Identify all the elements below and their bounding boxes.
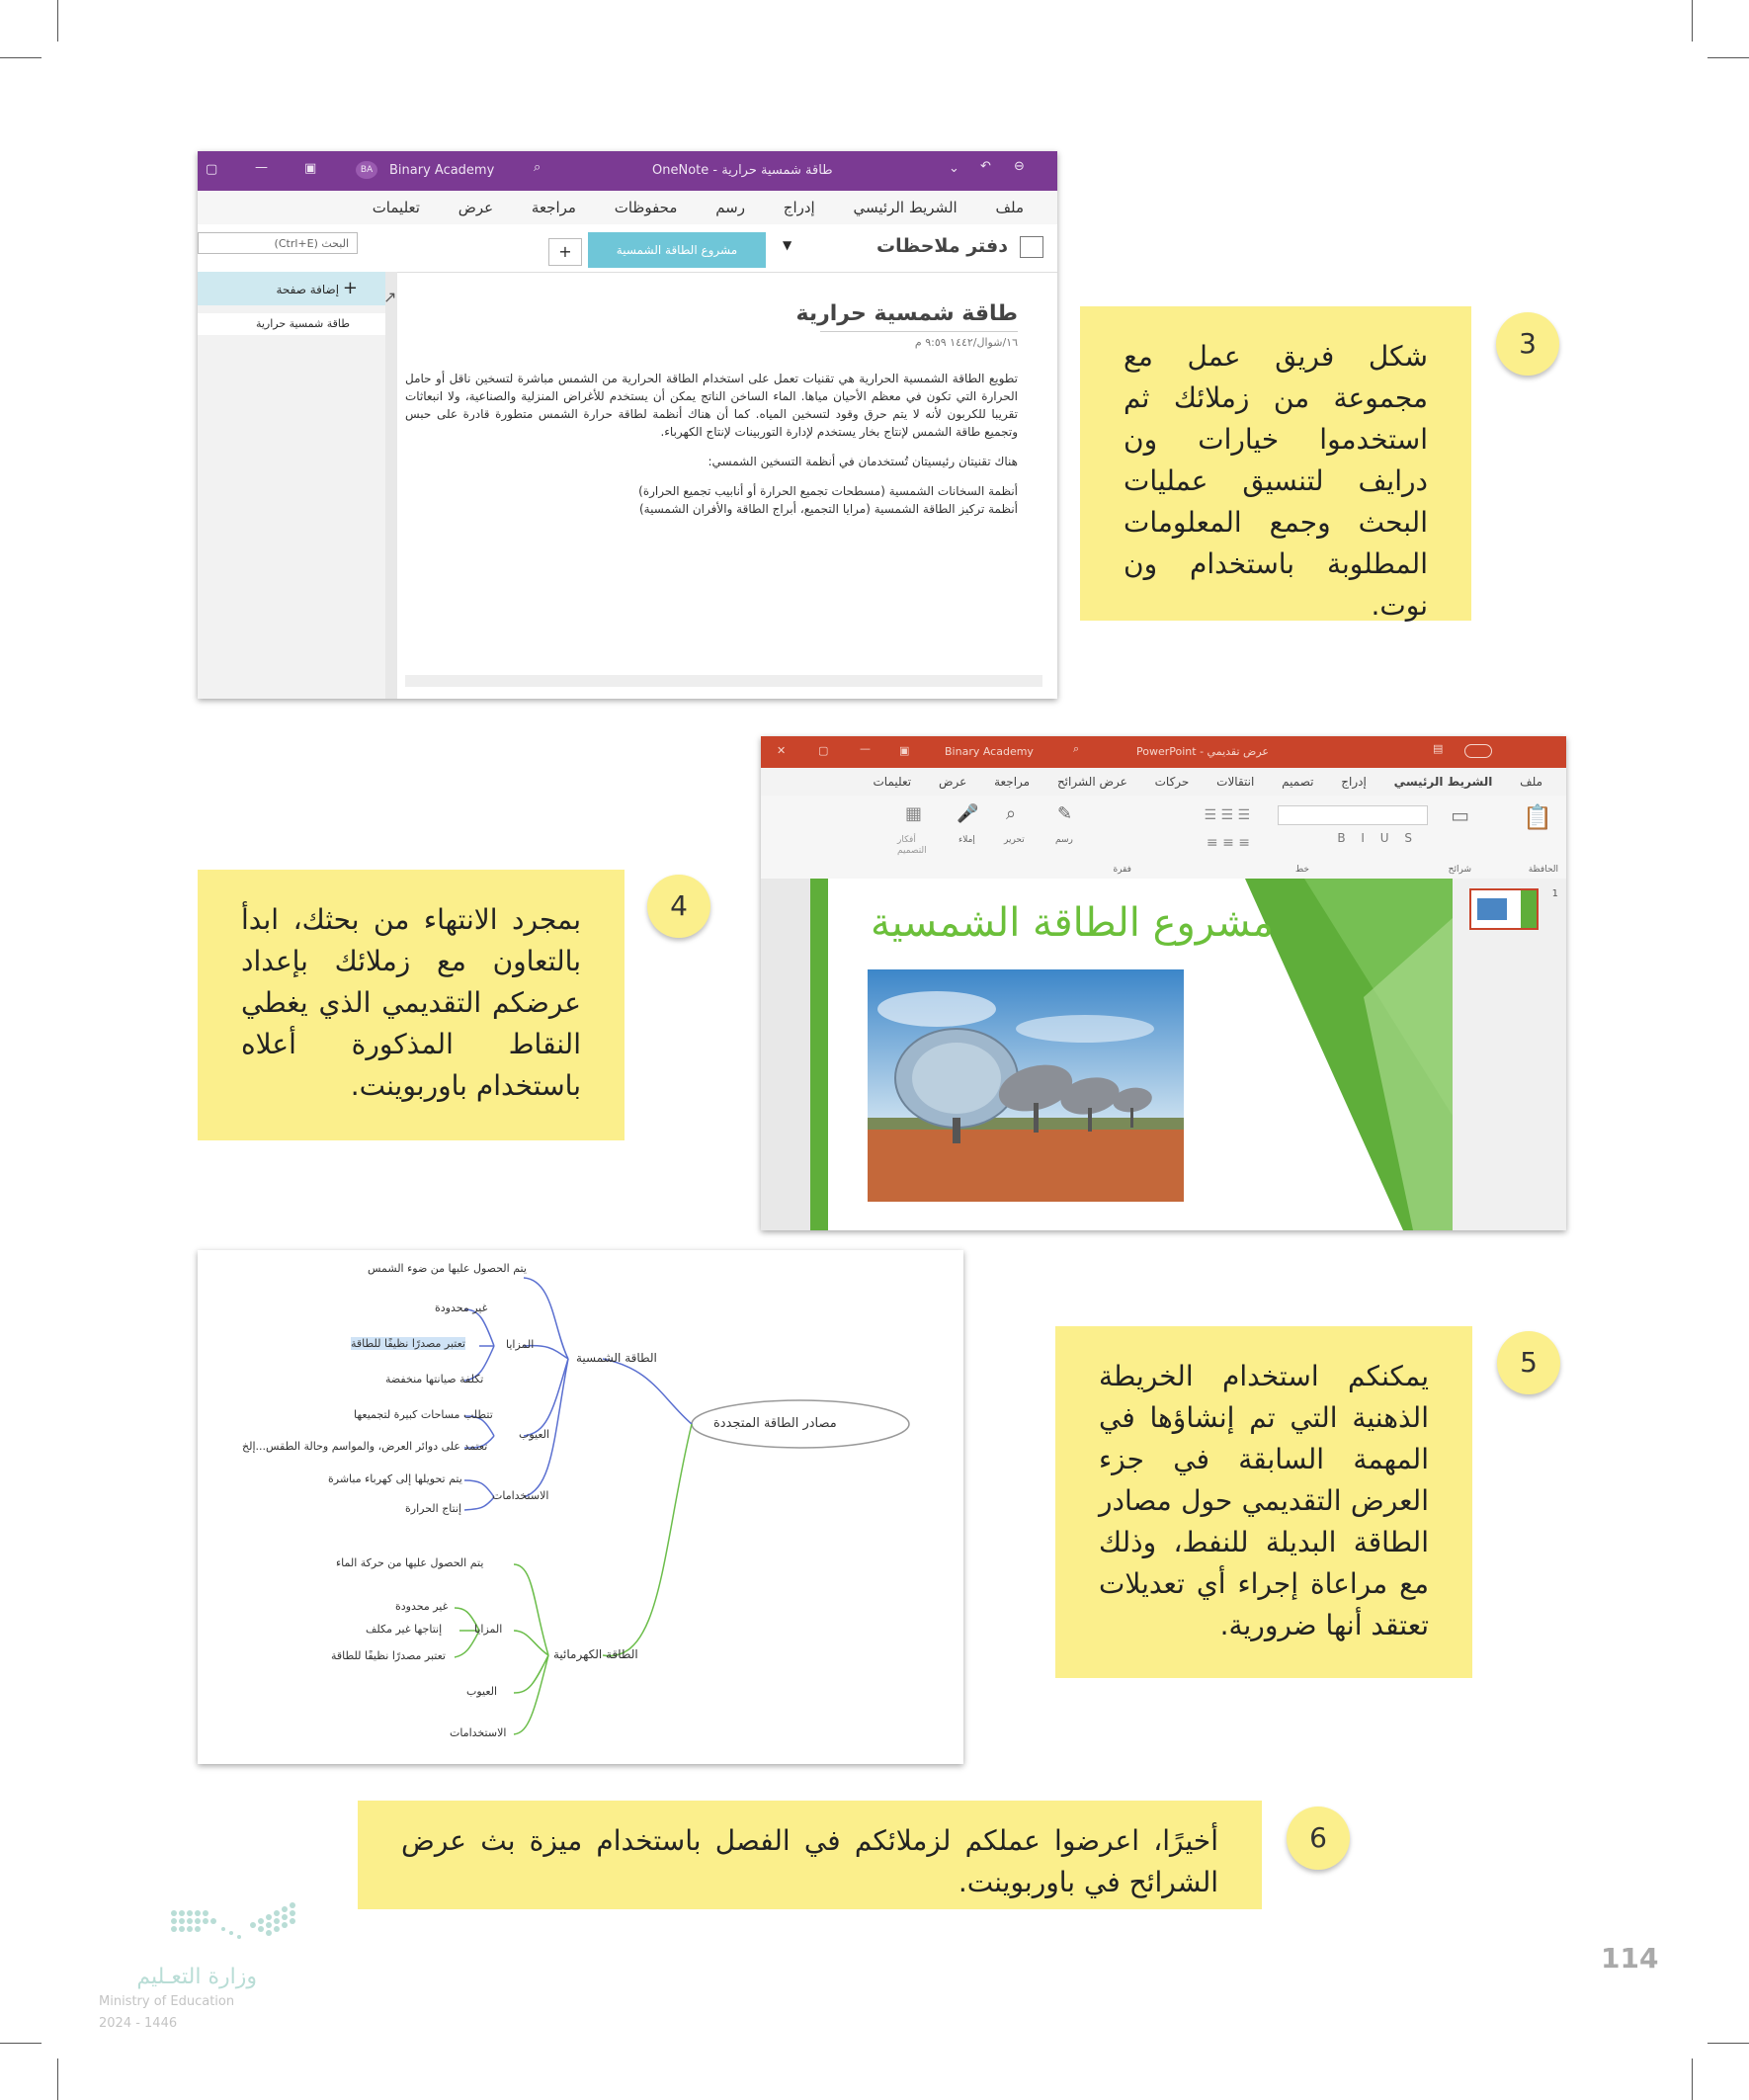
menu-item[interactable]: عرض الشرائح — [1056, 775, 1127, 789]
mindmap-node: إنتاج الحرارة — [405, 1502, 462, 1515]
ministry-arabic: وزارة التعـليم — [136, 1965, 257, 1989]
font-select[interactable] — [1278, 805, 1428, 825]
mindmap-node: تعتبر مصدرًا نظيفًا للطاقة — [331, 1649, 446, 1662]
align-icon[interactable]: ≡ ≡ ≡ — [1206, 835, 1250, 851]
crop-mark — [1707, 2043, 1749, 2044]
paragraph: تطويع الطاقة الشمسية الحرارية هي تقنيات تعمل على استخدام الطاقة الحرارية من الشمس مباشرة لتسخين ناقل أو حامل الحرارة التي تكون في معظم الأحيان مياها. الماء الساخن الناتج يمكن أن يستخدم للأغراض المنزلية والصناعية، ولا انبعاثات تقريبا للكربون لأنه لا يتم حرق وقود لتسخين المياه. كما أن هناك أنظمة لطاقة حرارة الشمس متطورة قادرة على حبس وتجميع طاقة الشمس لإنتاج بخار يستخدم لإدارة التوربينات لإنتاج الكهرباء. — [405, 372, 1018, 439]
mindmap-branch: الطاقة الكهرمائية — [553, 1647, 638, 1661]
menu-item[interactable]: حركات — [1154, 775, 1190, 789]
menu-item[interactable]: مراجعة — [531, 199, 576, 216]
page-content — [405, 299, 1018, 518]
find-icon[interactable]: ⌕ — [1006, 803, 1017, 824]
mindmap-node: يتم الحصول عليها من حركة الماء — [336, 1556, 484, 1569]
ribbon-group-label: رسم — [1055, 835, 1073, 845]
page-date: ١٦/شوال/١٤٤٢ ٩:٥٩ م — [820, 331, 1018, 352]
window-minimize-icon[interactable]: — — [255, 160, 268, 175]
page-number: 114 — [1601, 1942, 1659, 1974]
mindmap-node: يتم تحويلها إلى كهرباء مباشرة — [328, 1472, 462, 1485]
crop-mark — [0, 57, 42, 58]
mindmap-node: المزايا — [474, 1623, 503, 1636]
ribbon-group-label: فقرة — [1113, 865, 1131, 875]
solar-dish-photo — [868, 969, 1184, 1202]
search-icon[interactable]: ⌕ — [1073, 742, 1080, 755]
ribbon-group-label: إملاء — [958, 835, 975, 845]
mindmap-node: العيوب — [466, 1685, 498, 1698]
new-slide-icon[interactable]: ▭ — [1451, 803, 1469, 827]
pin-icon[interactable]: ⌄ — [949, 161, 959, 176]
undo-icon[interactable]: ↶ — [980, 159, 991, 174]
search-input[interactable]: البحث (Ctrl+E) — [198, 232, 358, 254]
slide-thumbnail[interactable] — [1469, 888, 1539, 930]
close-icon[interactable]: ✕ — [777, 744, 787, 757]
list-icon[interactable]: ☰ ☰ ☰ — [1204, 807, 1250, 823]
tab-section[interactable]: مشروع الطاقة الشمسية — [588, 232, 766, 268]
mindmap-node: العيوب — [519, 1428, 550, 1441]
paste-icon[interactable]: 📋 — [1523, 803, 1552, 831]
slide-canvas — [810, 879, 1453, 1230]
notebook-bar — [198, 224, 1057, 273]
mindmap-screenshot — [198, 1250, 963, 1764]
bullet-item: أنظمة السخانات الشمسية (مسطحات تجميع الحرارة أو أنابيب تجميع الحرارة) — [638, 484, 1018, 498]
mindmap-node: إنتاجها غير مكلف — [366, 1623, 443, 1636]
add-page-label: إضافة صفحة — [276, 283, 340, 296]
window-minimize-icon[interactable]: — — [860, 742, 871, 755]
mindmap-lines — [198, 1250, 963, 1764]
ribbon-group-label: أفكار التصميم — [897, 835, 927, 856]
menu-item[interactable]: عرض — [938, 775, 967, 789]
notebook-name[interactable]: دفتر ملاحظات — [876, 235, 1008, 257]
step-5-note: يمكنكم استخدام الخريطة الذهنية التي تم إنشاؤها في المهمة السابقة في جزء العرض التقديمي حول مصادر الطاقة البديلة للنفط، وذلك مع مراعاة إجراء أي تعديلات تعتقد أنها ضرورية. — [1055, 1326, 1472, 1678]
ribbon-group-label: تحرير — [1004, 835, 1025, 845]
powerpoint-menu-bar — [761, 768, 1566, 796]
step-3-note: شكل فريق عمل مع مجموعة من زملائك ثم استخدموا خيارات ون درايف لتنسيق عمليات البحث وجمع المعلومات المطلوبة باستخدام ون نوت. — [1080, 306, 1471, 621]
slide-thumbnails — [1453, 879, 1566, 1230]
design-ideas-icon[interactable]: ▦ — [905, 803, 923, 824]
autosave-toggle[interactable] — [1464, 744, 1492, 758]
add-page-button[interactable] — [198, 272, 385, 305]
back-icon[interactable]: ⊖ — [1014, 159, 1025, 174]
onenote-menu-bar — [198, 191, 1057, 224]
window-restore-icon[interactable]: ▢ — [818, 744, 829, 757]
window-sidebar-icon[interactable]: ▣ — [304, 161, 317, 176]
ribbon — [761, 796, 1566, 880]
avatar[interactable]: BA — [356, 161, 377, 179]
slide-number: 1 — [1551, 888, 1558, 899]
step-6-number: 6 — [1287, 1806, 1350, 1870]
plus-icon: + — [342, 278, 358, 298]
user-name: Binary Academy — [389, 163, 495, 178]
menu-item[interactable]: تعليمات — [873, 775, 912, 789]
add-section-button[interactable]: + — [548, 238, 582, 266]
menu-item[interactable]: محفوظات — [614, 199, 678, 216]
step-4-number: 4 — [647, 875, 710, 938]
mindmap-root: مصادر الطاقة المتجددة — [713, 1416, 837, 1431]
menu-item[interactable]: تصميم — [1282, 775, 1314, 789]
mindmap-node: غير محدودة — [395, 1600, 449, 1613]
font-format-icons[interactable]: B I U S — [1337, 831, 1418, 845]
menu-item[interactable]: تعليمات — [372, 199, 420, 216]
page-title: طاقة شمسية حرارية — [795, 301, 1018, 326]
window-sidebar-icon[interactable]: ▣ — [899, 744, 910, 757]
page-list — [198, 272, 385, 699]
ribbon-group-label: الحافظة — [1528, 865, 1558, 875]
bullet-item: أنظمة تركيز الطاقة الشمسية (مرايا التجميع، أبراج الطاقة والأفران الشمسية) — [638, 502, 1018, 516]
crop-mark — [57, 2058, 58, 2100]
window-restore-icon[interactable]: ▢ — [206, 162, 218, 177]
step-5-number: 5 — [1497, 1331, 1560, 1394]
crop-mark — [57, 0, 58, 42]
menu-item[interactable]: انتقالات — [1216, 775, 1255, 789]
mindmap-node: تكلفة صيانتها منخفضة — [385, 1373, 484, 1386]
ministry-english: Ministry of Education — [99, 1994, 235, 2009]
ministry-year: 2024 - 1446 — [99, 2016, 178, 2031]
onenote-title-bar — [198, 151, 1057, 191]
step-4-note: بمجرد الانتهاء من بحثك، ابدأ بالتعاون مع زملائك بإعداد عرضكم التقديمي الذي يغطي النقاط المذكورة أعلاه باستخدام باوربوينت. — [198, 870, 625, 1140]
mindmap-node: المزايا — [506, 1338, 535, 1351]
ministry-dots-icon — [168, 1897, 395, 1957]
expand-icon[interactable]: ↗ — [383, 288, 397, 306]
save-icon[interactable]: ▤ — [1433, 742, 1444, 755]
ribbon-group-label: خط — [1294, 865, 1309, 875]
step-6-note: أخيرًا، اعرضوا عملكم لزملائكم في الفصل باستخدام ميزة بث عرض الشرائح في باوربوينت. — [358, 1801, 1262, 1909]
scrollbar[interactable] — [385, 272, 397, 699]
crop-mark — [1692, 0, 1693, 42]
ribbon-group-label: شرائح — [1448, 865, 1471, 875]
user-name: Binary Academy — [945, 745, 1034, 758]
mindmap-node: غير محدودة — [435, 1302, 488, 1314]
mindmap-node: يتم الحصول عليها من ضوء الشمس — [368, 1262, 527, 1275]
mindmap-node: تعتمد على دوائر العرض، والمواسم وحالة الطقس...إلخ — [242, 1440, 488, 1453]
ministry-logo — [99, 1897, 326, 2036]
mindmap-node: الاستخدامات — [450, 1726, 507, 1739]
powerpoint-title-bar — [761, 736, 1566, 768]
subheading: هناك تقنيتان رئيسيتان تُستخدمان في أنظمة التسخين الشمسي: — [708, 455, 1018, 468]
menu-item[interactable]: ملف — [995, 199, 1024, 216]
menu-item[interactable]: إدراج — [783, 199, 815, 216]
mindmap-node: تعتبر مصدرًا نظيفًا للطاقة — [351, 1337, 465, 1350]
onenote-screenshot — [198, 151, 1057, 699]
page-list-item[interactable]: طاقة شمسية حرارية — [198, 313, 385, 335]
menu-item[interactable]: الشريط الرئيسي — [853, 199, 958, 216]
slide-title: مشروع الطاقة الشمسية — [871, 900, 1274, 946]
powerpoint-screenshot — [761, 736, 1566, 1230]
slide-left-bar — [810, 879, 828, 1230]
menu-item[interactable]: مراجعة — [994, 775, 1031, 789]
solar-dish-image — [868, 969, 1184, 1202]
window-title: PowerPoint - عرض تقديمي — [1136, 745, 1269, 758]
draw-icon[interactable]: ✎ — [1057, 803, 1073, 824]
menu-item[interactable]: عرض — [458, 199, 494, 216]
notebook-icon[interactable] — [1020, 236, 1043, 258]
chevron-down-icon[interactable]: ▼ — [783, 238, 792, 252]
search-icon[interactable]: ⌕ — [534, 160, 541, 175]
mindmap-node: تتطلب مساحات كبيرة لتجميعها — [354, 1408, 493, 1421]
mindmap-branch: الطاقة الشمسية — [576, 1351, 657, 1365]
crop-mark — [1707, 57, 1749, 58]
step-3-number: 3 — [1496, 312, 1559, 376]
menu-item[interactable]: الشريط الرئيسي — [1394, 768, 1493, 798]
scrollbar[interactable] — [405, 675, 1042, 687]
crop-mark — [0, 2043, 42, 2044]
menu-item[interactable]: إدراج — [1341, 775, 1367, 789]
menu-item[interactable]: رسم — [715, 199, 745, 216]
microphone-icon[interactable]: 🎤 — [957, 803, 979, 824]
window-title: OneNote - طاقة شمسية حرارية — [652, 163, 833, 178]
menu-item[interactable]: ملف — [1520, 775, 1542, 789]
mindmap-node: الاستخدامات — [492, 1489, 549, 1502]
crop-mark — [1692, 2058, 1693, 2100]
left-margin — [761, 879, 810, 1230]
